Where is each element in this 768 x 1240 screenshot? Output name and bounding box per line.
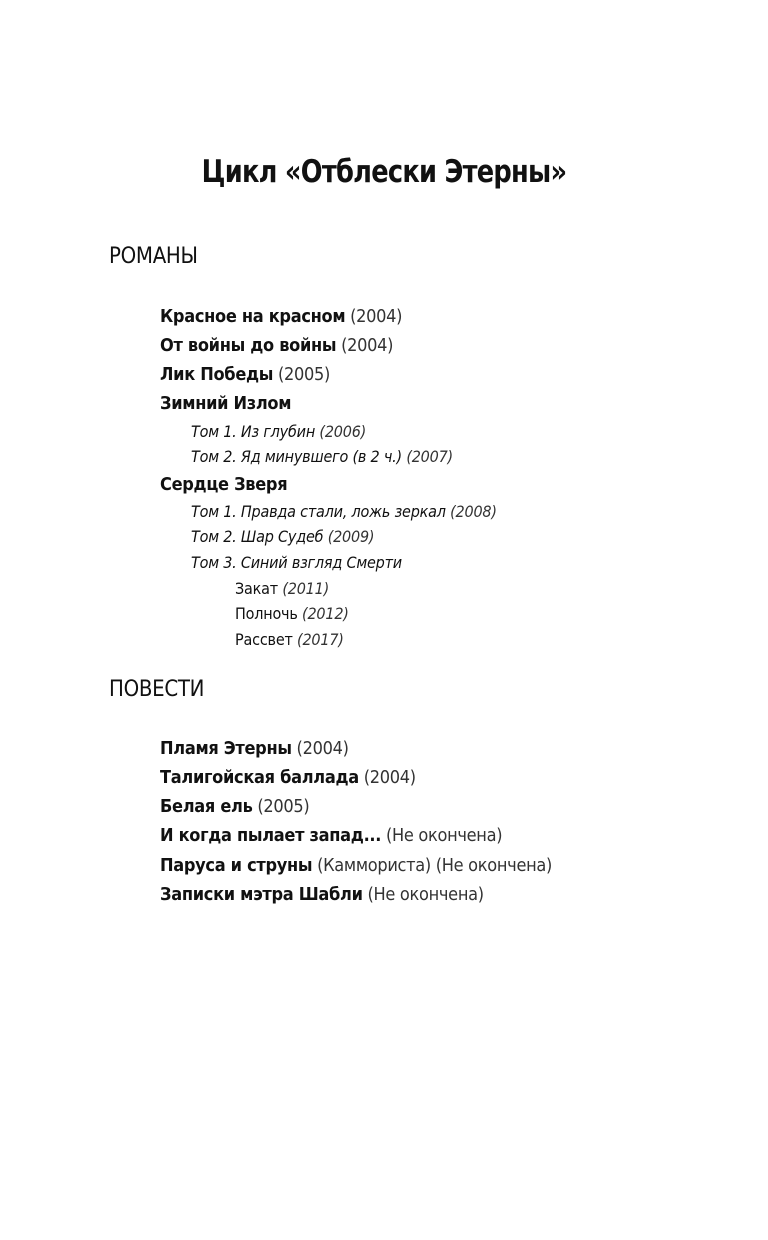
entry-year: (2005)	[257, 796, 310, 817]
list-item	[235, 629, 344, 651]
list-item	[191, 552, 402, 574]
list-item	[160, 393, 291, 415]
entry-year: (2008)	[450, 502, 497, 521]
entry-title: Талигойская баллада	[160, 767, 359, 788]
entry-title: Том 1. Из глубин	[191, 422, 316, 441]
entry-year: (2012)	[302, 604, 349, 623]
entry-year: (2004)	[296, 738, 349, 759]
list-item	[191, 421, 366, 443]
entry-title: Том 1. Правда стали, ложь зеркал	[191, 502, 446, 521]
list-item	[191, 526, 374, 548]
entry-year: (2004)	[350, 306, 403, 327]
entry-title: Сердце Зверя	[160, 474, 288, 495]
section-heading-novellas: ПОВЕСТИ	[109, 677, 205, 702]
list-item	[191, 501, 497, 523]
entry-year: (2009)	[327, 527, 375, 546]
list-item	[160, 335, 393, 357]
entry-title: Записки мэтра Шабли	[160, 884, 363, 905]
list-item	[160, 474, 287, 496]
entry-status: (Не окончена)	[385, 825, 503, 846]
list-item	[160, 364, 330, 386]
list-item	[160, 825, 502, 847]
entry-year: (2011)	[282, 579, 329, 598]
entry-title: И когда пылает запад...	[160, 825, 382, 846]
entry-year: (2004)	[363, 767, 416, 788]
entry-title: Полночь	[235, 604, 298, 623]
entry-year: (2017)	[297, 630, 344, 649]
list-item	[160, 738, 349, 760]
entry-title: Том 2. Шар Судеб	[191, 527, 324, 546]
entry-title: От войны до войны	[160, 335, 337, 356]
page-title: Цикл «Отблески Этерны»	[201, 154, 567, 190]
entry-year: (2006)	[319, 422, 367, 441]
list-item	[160, 855, 552, 877]
list-item	[160, 884, 484, 906]
list-item	[235, 603, 349, 625]
entry-title: Пламя Этерны	[160, 738, 292, 759]
entry-title: Том 3. Синий взгляд Смерти	[191, 553, 402, 572]
entry-title: Рассвет	[235, 630, 293, 649]
entry-title: Зимний Излом	[160, 393, 292, 414]
list-item	[160, 306, 402, 328]
entry-title: Закат	[235, 579, 278, 598]
section-heading-novels: РОМАНЫ	[109, 244, 198, 269]
list-item	[191, 446, 453, 468]
entry-status: (Каммориста) (Не окончена)	[317, 855, 553, 876]
entry-title: Белая ель	[160, 796, 253, 817]
entry-title: Красное на красном	[160, 306, 346, 327]
entry-status: (Не окончена)	[367, 884, 484, 905]
entry-year: (2007)	[406, 447, 453, 466]
entry-year: (2004)	[341, 335, 394, 356]
list-item	[160, 767, 416, 789]
list-item	[160, 796, 309, 818]
entry-title: Лик Победы	[160, 364, 274, 385]
entry-title: Том 2. Яд минувшего (в 2 ч.)	[191, 447, 402, 466]
entry-year: (2005)	[277, 364, 331, 385]
list-item	[235, 578, 329, 600]
entry-title: Паруса и струны	[160, 855, 313, 876]
